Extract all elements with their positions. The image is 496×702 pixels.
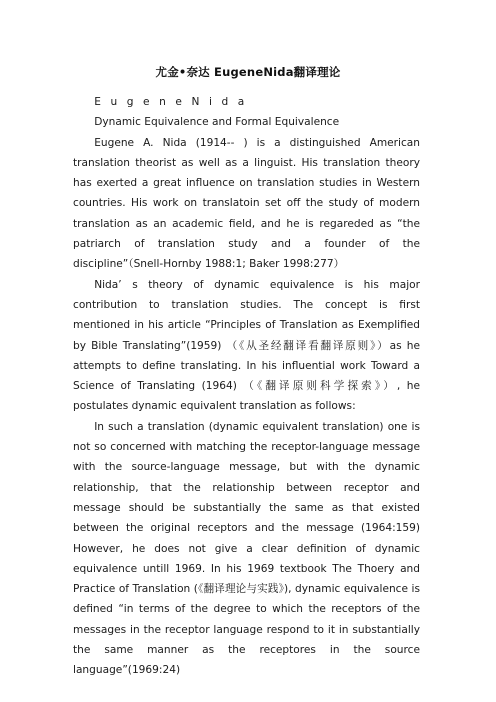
- document-body: [73, 92, 420, 681]
- paragraph-author-name: E u g e n e N i d a: [94, 96, 248, 108]
- paragraph-definition: In such a translation (dynamic equivalent translation) one is not so concerned with matching the receptor-language message with the source-language message, but with the dynamic relationship, that the relationship between receptor and message should be substantially the same as that existed between the original receptors and the message (1964:159) However, he does not give a clear definition of dynamic equivalence untill 1969. In his 1969 textbook The Thoery and Practice of Translation (《翻译理论与实践》), dynamic equivalence is defined “in terms of the degree to which the receptors of the messages in the receptor language respond to it in substantially the same manner as the receptores in the source language”(1969:24): [73, 420, 420, 677]
- paragraph-subtitle: Dynamic Equivalence and Formal Equivalence: [94, 116, 340, 129]
- paragraph-introduction: Eugene A. Nida (1914-- ) is a distinguished American translation theorist as well as a linguist. His translation theory has exerted a great influence on translation studies in Western countries. His work on translatoin set off the study of modern translation as an academic field, and he is regareded as “the patriarch of translation study and a founder of the discipline”（Snell-Hornby 1988:1; Baker 1998:277）: [73, 136, 420, 271]
- document-title: 尤金•奈达 EugeneNida翻译理论: [155, 65, 341, 79]
- paragraph-theory: Nida’ s theory of dynamic equivalence is his major contribution to translation studies. The concept is first mentioned in his article “Principles of Translation as Exemplified by Bible Translating”(1959) （《从圣经翻译看翻译原则》）as he attempts to define translating. In his influential work Toward a Science of Translating (1964) （《翻译原则科学探索》）, he postulates dynamic equivalent translation as follows:: [73, 278, 420, 413]
